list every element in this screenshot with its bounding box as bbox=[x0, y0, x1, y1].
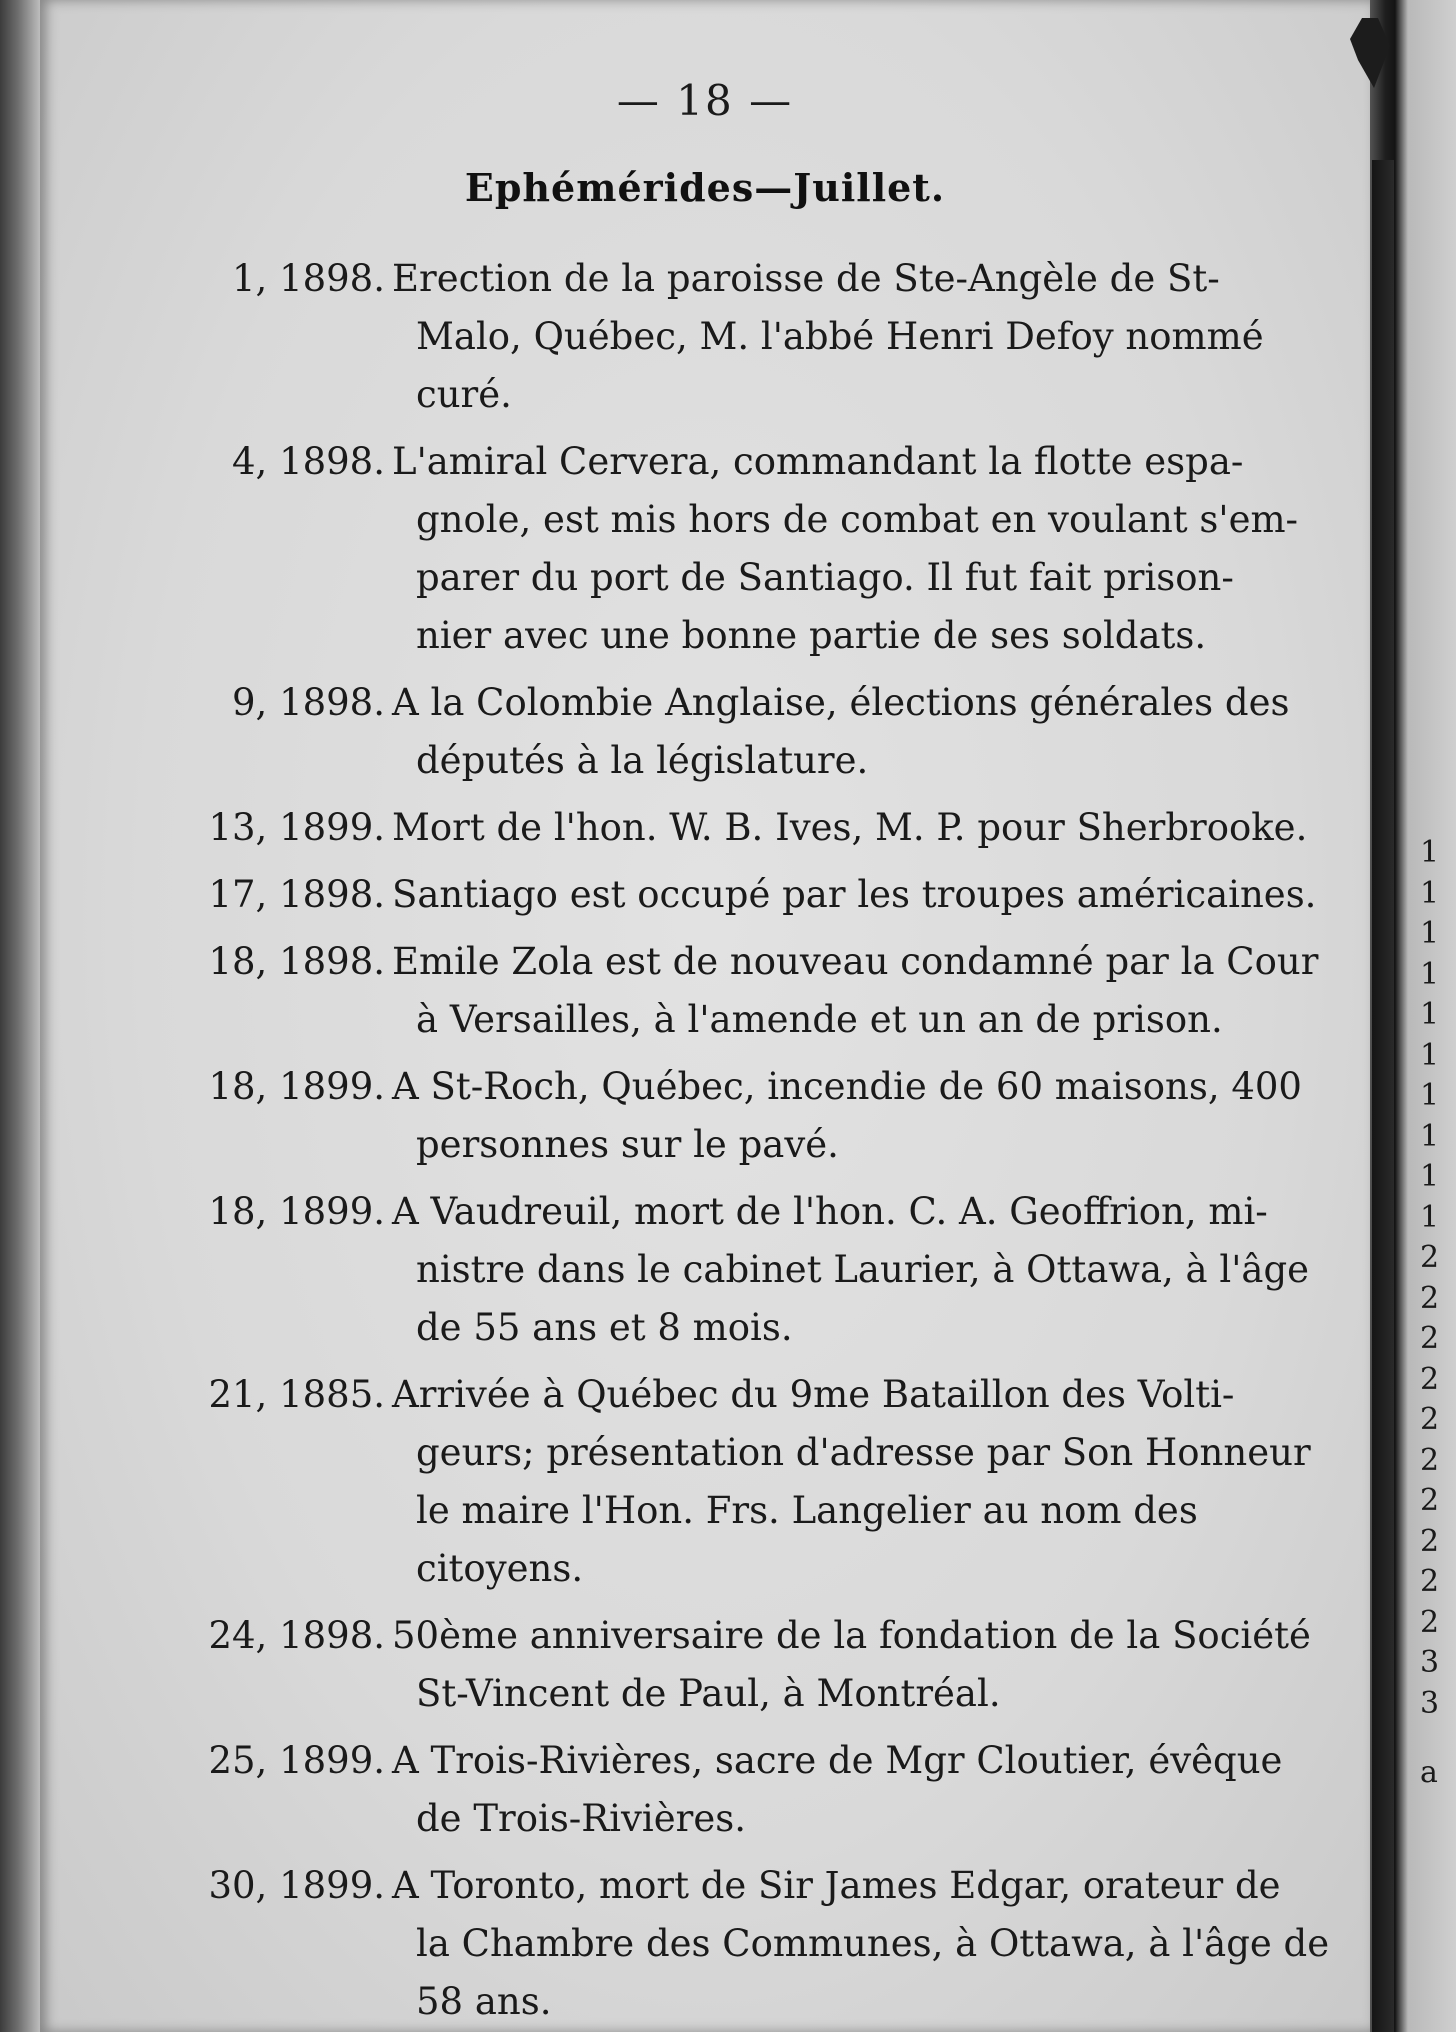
entry-text-line: 50ème anniversaire de la fondation de la Société bbox=[392, 1614, 1311, 1657]
entry-text bbox=[392, 250, 1312, 424]
entry-date: 24, 1898. bbox=[208, 1614, 385, 1657]
entry-text-line: A la Colombie Anglaise, élections générales des bbox=[392, 681, 1290, 724]
entry-text bbox=[392, 1732, 1312, 1848]
entry-text bbox=[392, 933, 1319, 1049]
book-spine bbox=[1372, 160, 1394, 2032]
entry-text-line: Malo, Québec, M. l'abbé Henri Defoy nommé bbox=[416, 315, 1264, 358]
facing-page-text-fragment: 2 bbox=[1420, 1321, 1440, 1356]
entry-date: 30, 1899. bbox=[208, 1864, 385, 1907]
entry-text-line: A St-Roch, Québec, incendie de 60 maisons, 400 bbox=[392, 1065, 1302, 1108]
entry-text-line: la Chambre des Communes, à Ottawa, à l'âge de bbox=[416, 1922, 1330, 1965]
entry-text-line: 58 ans. bbox=[416, 1980, 552, 2023]
entry-date: 18, 1899. bbox=[208, 1065, 385, 1108]
entry-text bbox=[392, 674, 1312, 790]
entry-text-line: Mort de l'hon. W. B. Ives, M. P. pour Sherbrooke. bbox=[392, 806, 1308, 849]
entry-text-line: L'amiral Cervera, commandant la flotte espa- bbox=[392, 440, 1244, 483]
facing-page-text-fragment: 2 bbox=[1420, 1361, 1440, 1397]
entry-text-line: députés à la législature. bbox=[416, 739, 869, 782]
entry-text-line: nier avec une bonne partie de ses soldats. bbox=[416, 614, 1207, 657]
facing-page-text-fragment: 2 bbox=[1420, 1442, 1440, 1478]
page-number: — 18 — bbox=[616, 76, 794, 125]
entry-date: 25, 1899. bbox=[208, 1739, 385, 1782]
entry-text bbox=[392, 1857, 1330, 2031]
facing-page-text-fragment: 1 bbox=[1420, 1118, 1440, 1154]
facing-page-text-fragment: 1 bbox=[1420, 997, 1440, 1032]
entry-date: 21, 1885. bbox=[208, 1373, 385, 1416]
entry-text bbox=[392, 433, 1312, 665]
entry-text bbox=[392, 1366, 1312, 1598]
entry-text-line: à Versailles, à l'amende et un an de prison. bbox=[416, 998, 1223, 1041]
entry-date: 9, 1898. bbox=[232, 681, 385, 724]
section-title: Ephémérides—Juillet. bbox=[464, 165, 946, 210]
book-page bbox=[40, 0, 1370, 2032]
facing-page-text-fragment: 3 bbox=[1420, 1685, 1440, 1721]
facing-page-text-fragment: 1 bbox=[1420, 956, 1440, 992]
entry-date: 4, 1898. bbox=[232, 440, 385, 483]
entry-text-line: Emile Zola est de nouveau condamné par la Cour bbox=[392, 940, 1319, 983]
entry-text-line: Arrivée à Québec du 9me Bataillon des Volti- bbox=[392, 1373, 1235, 1416]
facing-page-text-fragment: 1 bbox=[1420, 1159, 1440, 1194]
facing-page-text-fragment: 1 bbox=[1420, 875, 1440, 911]
entry-text-line: curé. bbox=[416, 373, 512, 416]
facing-page-fragment bbox=[1398, 0, 1456, 2032]
facing-page-text-fragment: 2 bbox=[1420, 1402, 1440, 1437]
entry-text bbox=[392, 1058, 1312, 1174]
entry-date: 17, 1898. bbox=[208, 873, 385, 916]
entry-text-line: le maire l'Hon. Frs. Langelier au nom des bbox=[416, 1489, 1198, 1532]
facing-page-text-fragment: 3 bbox=[1420, 1645, 1440, 1680]
entry-text-line: de 55 ans et 8 mois. bbox=[416, 1306, 793, 1349]
entry-text-line: personnes sur le pavé. bbox=[416, 1123, 839, 1166]
facing-page-text-fragment: 1 bbox=[1420, 835, 1440, 870]
facing-page-text-fragment: 1 bbox=[1420, 1078, 1440, 1113]
entry-text-line: citoyens. bbox=[416, 1547, 584, 1590]
facing-page-text-fragment: a bbox=[1420, 1755, 1438, 1790]
entry-text bbox=[392, 1607, 1312, 1723]
entry-text bbox=[392, 866, 1317, 924]
entry-text-line: A Vaudreuil, mort de l'hon. C. A. Geoffrion, mi- bbox=[392, 1190, 1268, 1233]
entry-text-line: Erection de la paroisse de Ste-Angèle de St- bbox=[392, 257, 1220, 300]
facing-page-text-fragment: 1 bbox=[1420, 916, 1440, 951]
entry-text-line: parer du port de Santiago. Il fut fait prison- bbox=[416, 556, 1234, 599]
facing-page-text-fragment: 2 bbox=[1420, 1604, 1440, 1640]
entry-date: 13, 1899. bbox=[208, 806, 385, 849]
facing-page-text-fragment: 1 bbox=[1420, 1037, 1440, 1073]
entry-text-line: de Trois-Rivières. bbox=[416, 1797, 746, 1840]
facing-page-text-fragment: 2 bbox=[1420, 1483, 1440, 1518]
facing-page-text-fragment: 1 bbox=[1420, 1199, 1440, 1235]
entry-text-line: gnole, est mis hors de combat en voulant s'em- bbox=[416, 498, 1299, 541]
entry-date: 1, 1898. bbox=[232, 257, 385, 300]
entry-text-line: nistre dans le cabinet Laurier, à Ottawa, à l'âge bbox=[416, 1248, 1310, 1291]
facing-page-text-fragment: 2 bbox=[1420, 1240, 1440, 1275]
entry-text bbox=[392, 1183, 1312, 1357]
entry-text-line: A Toronto, mort de Sir James Edgar, orateur de bbox=[392, 1864, 1281, 1907]
facing-page-text-fragment: 2 bbox=[1420, 1564, 1440, 1599]
entry-date: 18, 1899. bbox=[208, 1190, 385, 1233]
entry-date: 18, 1898. bbox=[208, 940, 385, 983]
entry-text-line: St-Vincent de Paul, à Montréal. bbox=[416, 1672, 1001, 1715]
facing-page-text-fragment: 2 bbox=[1420, 1523, 1440, 1559]
entry-text bbox=[392, 799, 1312, 857]
entry-text-line: A Trois-Rivières, sacre de Mgr Cloutier, évêque bbox=[392, 1739, 1283, 1782]
facing-page-text-fragment: 2 bbox=[1420, 1280, 1440, 1316]
entry-text-line: Santiago est occupé par les troupes américaines. bbox=[392, 873, 1317, 916]
entry-text-line: geurs; présentation d'adresse par Son Honneur bbox=[416, 1431, 1311, 1474]
